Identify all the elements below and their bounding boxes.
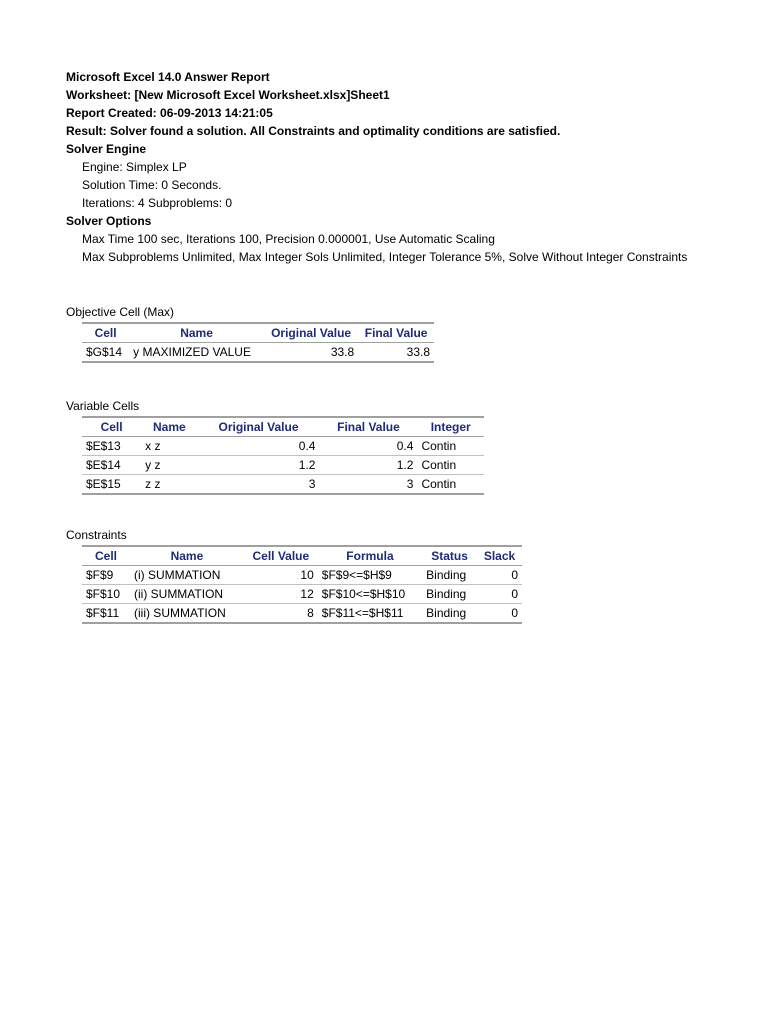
cell-ref: $G$14	[82, 343, 129, 363]
cell-name: z z	[141, 475, 197, 495]
cell-name: x z	[141, 437, 197, 456]
engine-line: Engine: Simplex LP	[82, 160, 187, 174]
constraints-table	[82, 545, 522, 624]
formula: $F$10<=$H$10	[318, 585, 422, 604]
formula: $F$11<=$H$11	[318, 604, 422, 624]
col-status-header: Status	[422, 546, 477, 566]
options-line-2: Max Subproblems Unlimited, Max Integer Sols Unlimited, Integer Tolerance 5%, Solve Without Integer Constraints	[82, 250, 688, 264]
status: Binding	[422, 585, 477, 604]
col-final-header: Final Value	[319, 417, 417, 437]
table-row	[82, 456, 484, 475]
solver-options-heading: Solver Options	[66, 214, 152, 228]
cell-ref: $F$11	[82, 604, 130, 624]
integer-value: Contin	[417, 475, 484, 495]
variables-table	[82, 416, 484, 495]
col-name-header: Name	[129, 323, 264, 343]
integer-value: Contin	[417, 437, 484, 456]
col-original-header: Original Value	[264, 323, 358, 343]
cell-name: (i) SUMMATION	[130, 566, 244, 585]
table-row	[82, 437, 484, 456]
table-row	[82, 475, 484, 495]
col-final-header: Final Value	[358, 323, 434, 343]
col-original-header: Original Value	[198, 417, 320, 437]
cell-ref: $F$9	[82, 566, 130, 585]
col-formula-header: Formula	[318, 546, 422, 566]
status: Binding	[422, 604, 477, 624]
integer-value: Contin	[417, 456, 484, 475]
original-value: 1.2	[198, 456, 320, 475]
report-created-line: Report Created: 06-09-2013 14:21:05	[66, 106, 273, 120]
slack: 0	[477, 566, 522, 585]
original-value: 33.8	[264, 343, 358, 363]
slack: 0	[477, 604, 522, 624]
formula: $F$9<=$H$9	[318, 566, 422, 585]
original-value: 0.4	[198, 437, 320, 456]
cell-ref: $E$13	[82, 437, 141, 456]
col-slack-header: Slack	[477, 546, 522, 566]
solution-time-line: Solution Time: 0 Seconds.	[82, 178, 222, 192]
constraints-section-title: Constraints	[66, 528, 127, 542]
col-integer-header: Integer	[417, 417, 484, 437]
col-cell-header: Cell	[82, 546, 130, 566]
result-line: Result: Solver found a solution. All Constraints and optimality conditions are satisfied.	[66, 124, 561, 138]
cell-name: (ii) SUMMATION	[130, 585, 244, 604]
final-value: 33.8	[358, 343, 434, 363]
iterations-line: Iterations: 4 Subproblems: 0	[82, 196, 233, 210]
cell-name: y MAXIMIZED VALUE	[129, 343, 264, 363]
slack: 0	[477, 585, 522, 604]
solver-engine-heading: Solver Engine	[66, 142, 147, 156]
original-value: 3	[198, 475, 320, 495]
report-title: Microsoft Excel 14.0 Answer Report	[66, 70, 270, 84]
cell-value: 10	[244, 566, 318, 585]
objective-section-title: Objective Cell (Max)	[66, 305, 175, 319]
cell-ref: $F$10	[82, 585, 130, 604]
final-value: 1.2	[319, 456, 417, 475]
report-header	[66, 68, 756, 266]
cell-ref: $E$15	[82, 475, 141, 495]
col-cell-header: Cell	[82, 323, 129, 343]
options-line-1: Max Time 100 sec, Iterations 100, Precision 0.000001, Use Automatic Scaling	[82, 232, 495, 246]
cell-value: 12	[244, 585, 318, 604]
objective-table	[82, 322, 434, 363]
table-row	[82, 604, 522, 624]
cell-ref: $E$14	[82, 456, 141, 475]
cell-value: 8	[244, 604, 318, 624]
final-value: 3	[319, 475, 417, 495]
table-row	[82, 585, 522, 604]
table-row	[82, 566, 522, 585]
final-value: 0.4	[319, 437, 417, 456]
worksheet-line: Worksheet: [New Microsoft Excel Worksheet.xlsx]Sheet1	[66, 88, 390, 102]
col-name-header: Name	[130, 546, 244, 566]
status: Binding	[422, 566, 477, 585]
col-cell-header: Cell	[82, 417, 141, 437]
col-value-header: Cell Value	[244, 546, 318, 566]
variables-section-title: Variable Cells	[66, 399, 140, 413]
cell-name: (iii) SUMMATION	[130, 604, 244, 624]
col-name-header: Name	[141, 417, 197, 437]
cell-name: y z	[141, 456, 197, 475]
table-row	[82, 343, 434, 363]
